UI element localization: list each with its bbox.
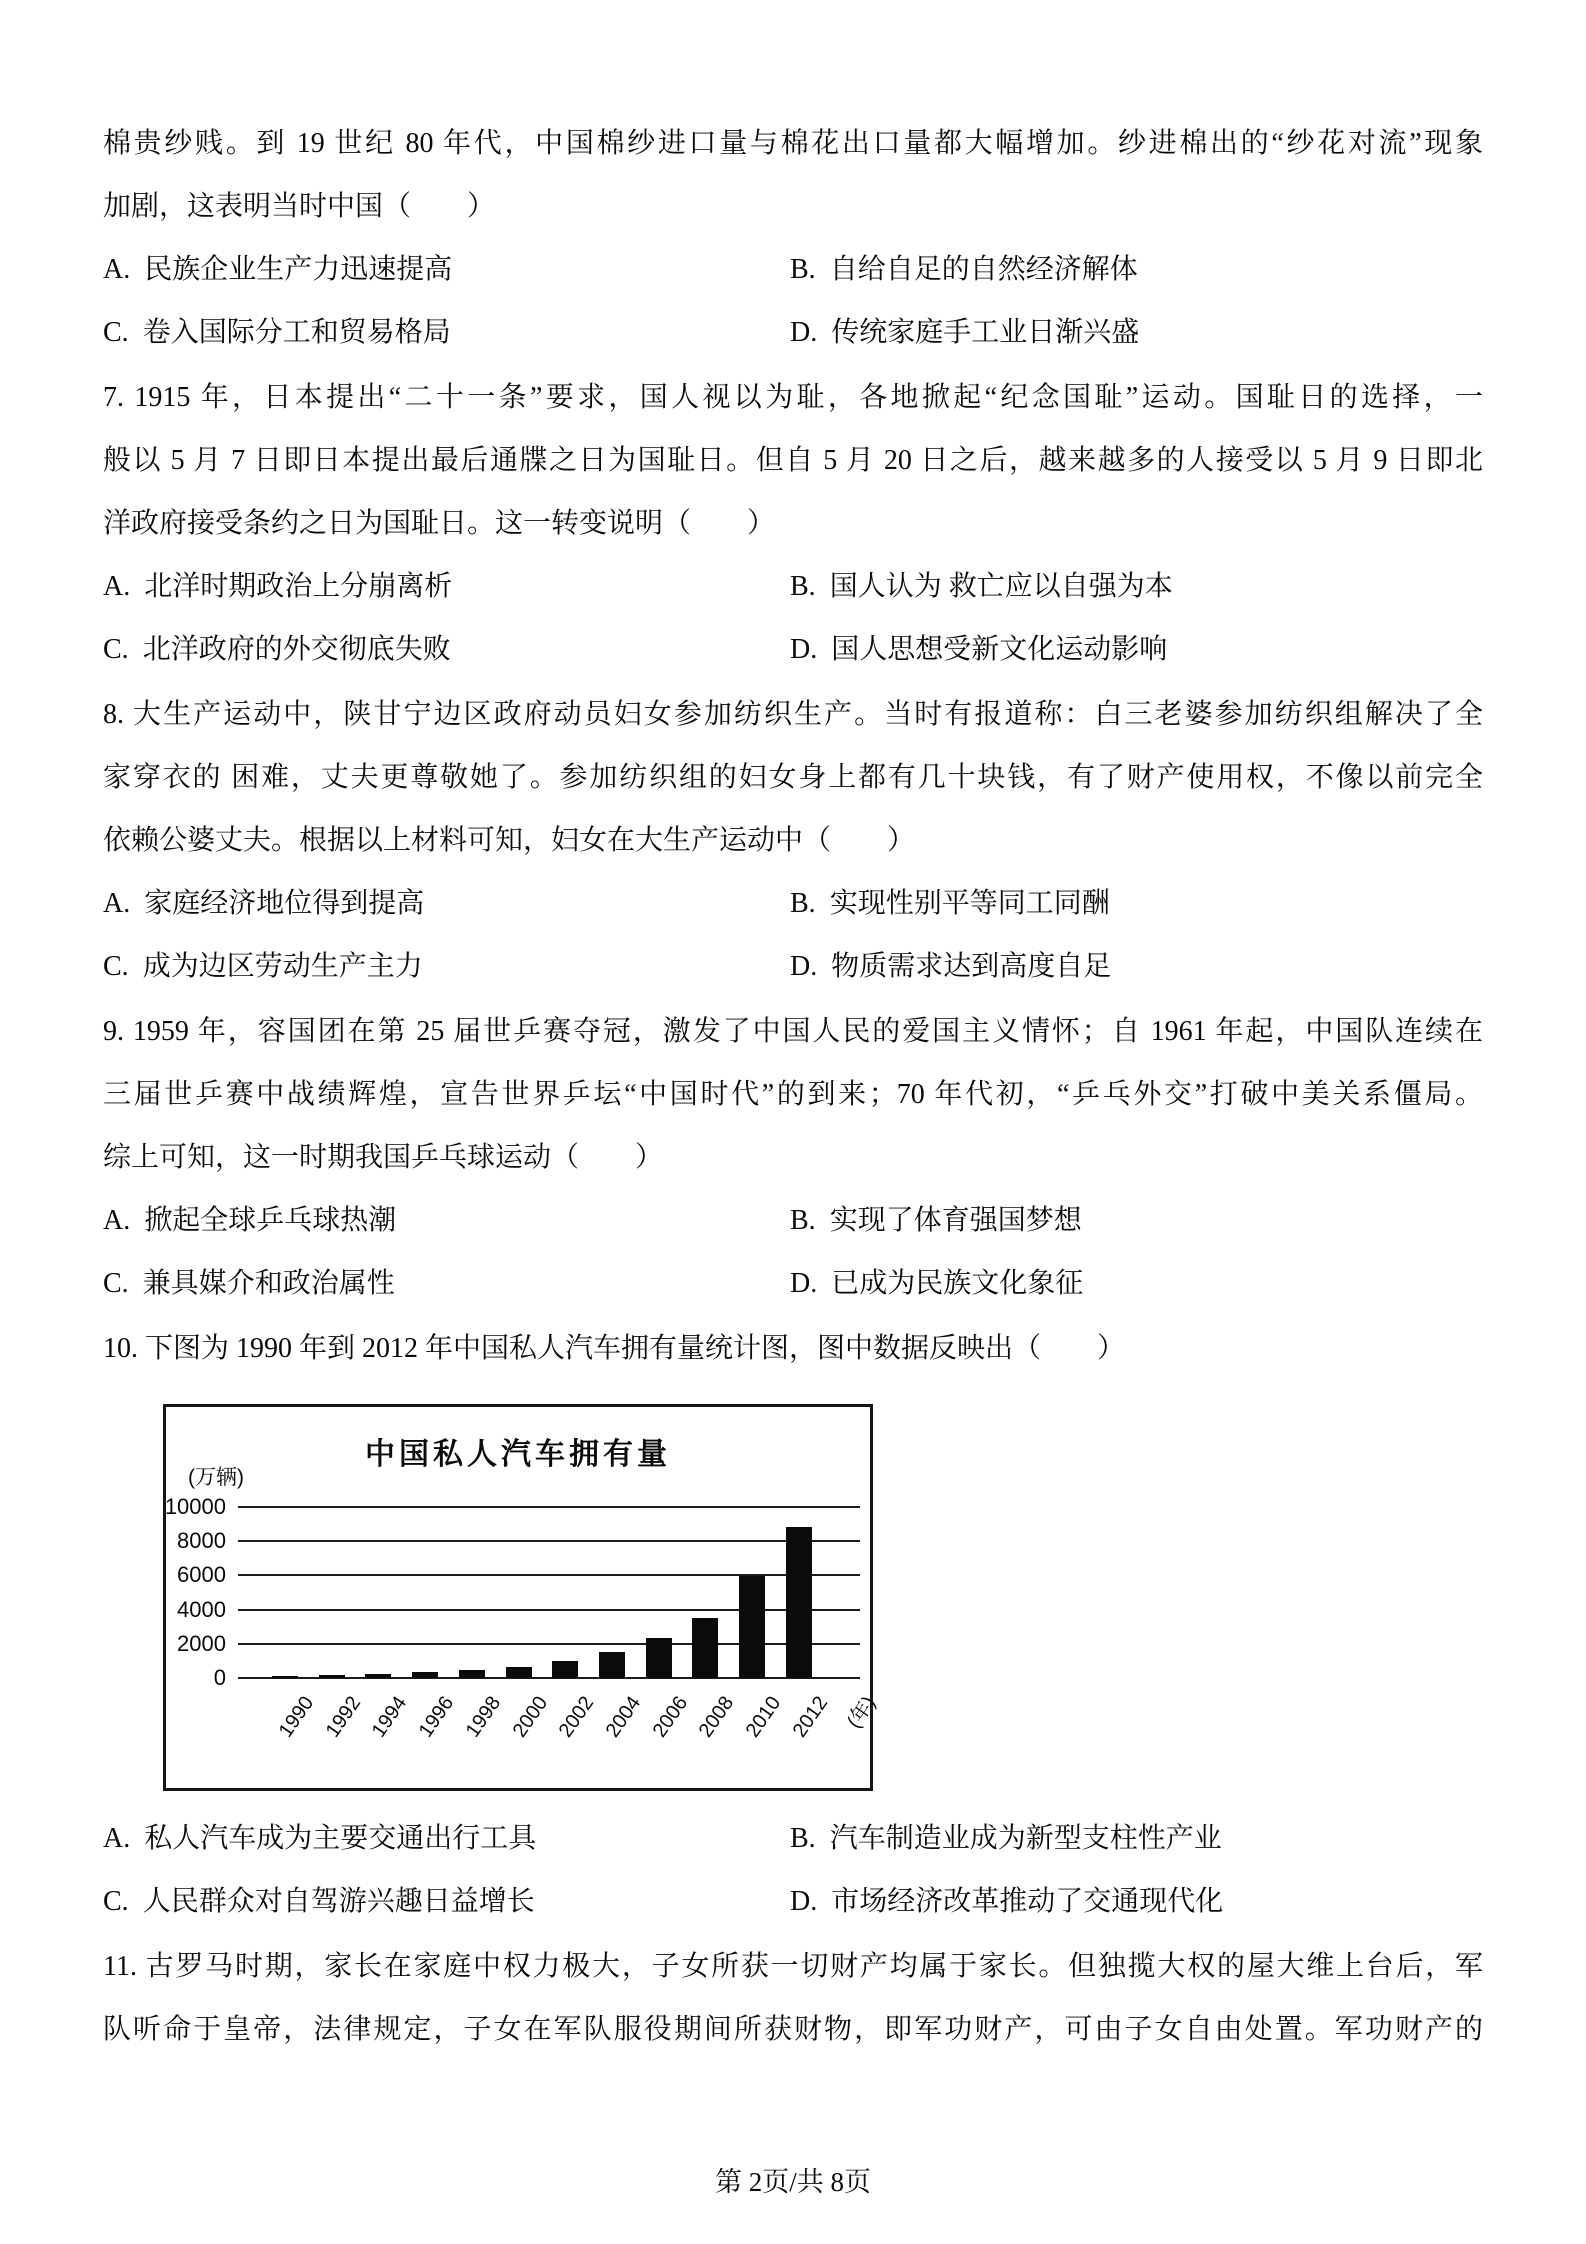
option-text: 汽车制造业成为新型支柱性产业 bbox=[829, 1823, 1222, 1854]
x-tick-label: 1996 bbox=[414, 1692, 459, 1742]
y-tick-label: 6000 bbox=[177, 1562, 226, 1588]
option-b bbox=[790, 555, 1483, 618]
option-label: D. bbox=[790, 634, 818, 665]
option-text: 成为边区劳动生产主力 bbox=[142, 951, 423, 982]
options-row bbox=[103, 1252, 1483, 1315]
option-c bbox=[103, 618, 790, 681]
option-label: D. bbox=[790, 1886, 818, 1917]
option-b bbox=[790, 1807, 1483, 1870]
bar-2000 bbox=[506, 1667, 532, 1678]
question-11 bbox=[103, 1935, 1483, 2061]
option-c bbox=[103, 935, 790, 998]
x-tick-label: 2010 bbox=[741, 1692, 786, 1742]
options-row bbox=[103, 301, 1483, 364]
x-tick-label: 1992 bbox=[321, 1692, 365, 1742]
question-stem-line: 综上可知，这一时期我国乒乓球运动（ ） bbox=[103, 1142, 664, 1173]
option-text: 兼具媒介和政治属性 bbox=[142, 1268, 395, 1299]
option-label: D. bbox=[790, 1268, 818, 1299]
option-b bbox=[790, 1189, 1483, 1252]
question-stem-line: 三届世乒赛中战绩辉煌，宣告世界乒坛“中国时代”的到来；70 年代初，“乒乓外交”打破中美关系僵局。 bbox=[103, 1079, 1483, 1110]
exam-page bbox=[103, 112, 1483, 2061]
x-tick-label: 2008 bbox=[694, 1692, 739, 1742]
option-label: C. bbox=[103, 317, 129, 348]
chart-title: 中国私人汽车拥有量 bbox=[365, 1438, 671, 1471]
options-row bbox=[103, 872, 1483, 935]
option-d bbox=[790, 1870, 1483, 1933]
x-axis-unit: (年) bbox=[843, 1692, 881, 1733]
question-stem-line: 8. 大生产运动中，陕甘宁边区政府动员妇女参加纺织生产。当时有报道称：白三老婆参加纺织组解决了全 bbox=[103, 699, 1483, 730]
bar-1992 bbox=[319, 1675, 345, 1678]
option-c bbox=[103, 1252, 790, 1315]
option-label: C. bbox=[103, 1886, 129, 1917]
option-label: A. bbox=[103, 571, 131, 602]
bar-2004 bbox=[599, 1652, 625, 1678]
option-d bbox=[790, 1252, 1483, 1315]
question-stem-line: 加剧，这表明当时中国（ ） bbox=[103, 191, 496, 222]
option-text: 传统家庭手工业日渐兴盛 bbox=[831, 317, 1140, 348]
option-text: 北洋政府的外交彻底失败 bbox=[142, 634, 451, 665]
bar-1994 bbox=[365, 1674, 391, 1678]
option-label: B. bbox=[790, 888, 816, 919]
option-text: 私人汽车成为主要交通出行工具 bbox=[144, 1823, 537, 1854]
gridline-4000 bbox=[238, 1609, 860, 1611]
option-a bbox=[103, 238, 790, 301]
question-stem-line: 10. 下图为 1990 年到 2012 年中国私人汽车拥有量统计图，图中数据反映出（ ） bbox=[103, 1333, 1126, 1364]
chart-y-axis-unit: (万辆) bbox=[188, 1466, 244, 1489]
option-d bbox=[790, 935, 1483, 998]
x-tick-label: 2006 bbox=[648, 1692, 692, 1742]
option-b bbox=[790, 872, 1483, 935]
option-label: A. bbox=[103, 1205, 131, 1236]
option-d bbox=[790, 301, 1483, 364]
option-label: B. bbox=[790, 571, 816, 602]
y-tick-label: 10000 bbox=[164, 1494, 226, 1519]
option-a bbox=[103, 1189, 790, 1252]
options-row bbox=[103, 618, 1483, 681]
option-text: 物质需求达到高度自足 bbox=[831, 951, 1112, 982]
question-7 bbox=[103, 366, 1483, 681]
option-label: C. bbox=[103, 634, 129, 665]
option-label: C. bbox=[103, 951, 129, 982]
bar-2008 bbox=[692, 1618, 718, 1678]
gridline-6000 bbox=[238, 1574, 860, 1576]
option-label: A. bbox=[103, 888, 131, 919]
private-car-ownership-chart bbox=[163, 1404, 881, 1791]
option-label: D. bbox=[790, 317, 818, 348]
option-a bbox=[103, 1807, 790, 1870]
option-text: 实现性别平等同工同酬 bbox=[829, 888, 1110, 919]
bar-1996 bbox=[412, 1672, 438, 1678]
option-label: C. bbox=[103, 1268, 129, 1299]
option-c bbox=[103, 301, 790, 364]
question-stem-line: 洋政府接受条约之日为国耻日。这一转变说明（ ） bbox=[103, 508, 776, 539]
options-row bbox=[103, 1870, 1483, 1933]
option-b bbox=[790, 238, 1483, 301]
option-label: B. bbox=[790, 1205, 816, 1236]
option-text: 民族企业生产力迅速提高 bbox=[144, 254, 453, 285]
page-footer bbox=[0, 2155, 1586, 2209]
options-row bbox=[103, 238, 1483, 301]
bar-1990 bbox=[272, 1676, 298, 1678]
gridline-10000 bbox=[238, 1506, 860, 1508]
question-6-continued bbox=[103, 112, 1483, 364]
question-stem-line: 家穿衣的 困难，丈夫更尊敬她了。参加纺织组的妇女身上都有几十块钱，有了财产使用权，不像以前完全 bbox=[103, 762, 1483, 793]
bar-2010 bbox=[739, 1576, 765, 1678]
question-stem-line: 棉贵纱贱。到 19 世纪 80 年代，中国棉纱进口量与棉花出口量都大幅增加。纱进棉出的“纱花对流”现象 bbox=[103, 128, 1483, 159]
option-text: 掀起全球乒乓球热潮 bbox=[144, 1205, 397, 1236]
page-number: 第 2页/共 8页 bbox=[714, 2167, 871, 2197]
option-text: 国人认为 救亡应以自强为本 bbox=[829, 571, 1173, 602]
bar-1998 bbox=[459, 1670, 485, 1678]
option-text: 人民群众对自驾游兴趣日益增长 bbox=[142, 1886, 535, 1917]
question-stem-line: 11. 古罗马时期，家长在家庭中权力极大，子女所获一切财产均属于家长。但独揽大权的屋大维上台后，军 bbox=[103, 1951, 1483, 1982]
option-label: B. bbox=[790, 254, 816, 285]
chart-plot bbox=[164, 1494, 881, 1742]
option-d bbox=[790, 618, 1483, 681]
x-tick-label: 1990 bbox=[274, 1692, 319, 1742]
y-tick-label: 4000 bbox=[177, 1596, 226, 1622]
bar-2006 bbox=[646, 1638, 672, 1678]
option-text: 自给自足的自然经济解体 bbox=[829, 254, 1138, 285]
x-tick-label: 2004 bbox=[601, 1692, 646, 1742]
question-stem-line: 依赖公婆丈夫。根据以上材料可知，妇女在大生产运动中（ ） bbox=[103, 825, 916, 856]
x-tick-label: 2002 bbox=[554, 1692, 599, 1742]
bar-2012 bbox=[786, 1527, 812, 1678]
option-text: 市场经济改革推动了交通现代化 bbox=[831, 1886, 1224, 1917]
option-label: A. bbox=[103, 1823, 131, 1854]
option-text: 实现了体育强国梦想 bbox=[829, 1205, 1082, 1236]
question-stem-line: 9. 1959 年，容国团在第 25 届世乒赛夺冠，激发了中国人民的爱国主义情怀；自 1961 年起，中国队连续在 bbox=[103, 1016, 1483, 1047]
option-label: D. bbox=[790, 951, 818, 982]
option-text: 卷入国际分工和贸易格局 bbox=[142, 317, 451, 348]
option-label: B. bbox=[790, 1823, 816, 1854]
question-stem-line: 7. 1915 年，日本提出“二十一条”要求，国人视以为耻，各地掀起“纪念国耻”运动。国耻日的选择，一 bbox=[103, 382, 1483, 413]
question-stem-line: 般以 5 月 7 日即日本提出最后通牒之日为国耻日。但自 5 月 20 日之后，越来越多的人接受以 5 月 9 日即北 bbox=[103, 445, 1483, 476]
question-9 bbox=[103, 1000, 1483, 1315]
gridline-2000 bbox=[238, 1643, 860, 1645]
option-text: 国人思想受新文化运动影响 bbox=[831, 634, 1168, 665]
option-label: A. bbox=[103, 254, 131, 285]
gridline-8000 bbox=[238, 1540, 860, 1542]
options-row bbox=[103, 1807, 1483, 1870]
options-row bbox=[103, 1189, 1483, 1252]
question-10 bbox=[103, 1317, 1483, 1933]
bar-2002 bbox=[552, 1661, 578, 1678]
question-stem-line: 队听命于皇帝，法律规定，子女在军队服役期间所获财物，即军功财产，可由子女自由处置。军功财产的 bbox=[103, 2014, 1483, 2045]
options-row bbox=[103, 555, 1483, 618]
option-text: 北洋时期政治上分崩离析 bbox=[144, 571, 453, 602]
x-tick-label: 2000 bbox=[508, 1692, 552, 1742]
y-tick-label: 0 bbox=[213, 1665, 226, 1690]
y-tick-label: 2000 bbox=[177, 1630, 226, 1656]
option-a bbox=[103, 872, 790, 935]
option-text: 家庭经济地位得到提高 bbox=[144, 888, 425, 919]
option-a bbox=[103, 555, 790, 618]
x-tick-label: 1994 bbox=[368, 1692, 412, 1742]
options-row bbox=[103, 935, 1483, 998]
x-tick-label: 1998 bbox=[461, 1692, 505, 1742]
question-8 bbox=[103, 683, 1483, 998]
y-tick-label: 8000 bbox=[177, 1528, 226, 1554]
option-c bbox=[103, 1870, 790, 1933]
option-text: 已成为民族文化象征 bbox=[831, 1268, 1084, 1299]
x-tick-label: 2012 bbox=[788, 1692, 832, 1742]
